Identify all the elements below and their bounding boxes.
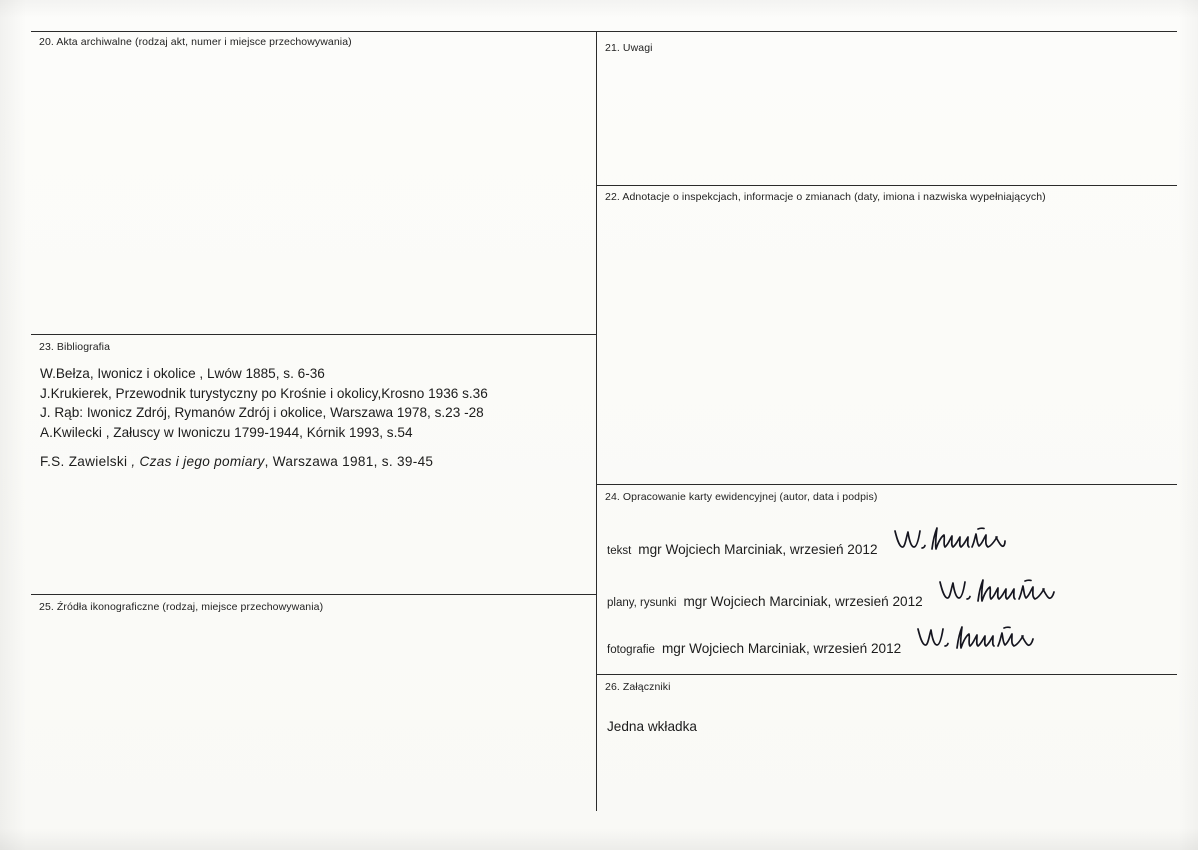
signature-kind-label: fotografie [607, 644, 655, 656]
field-24-label: 24. Opracowanie karty ewidencyjnej (autor, data i podpis) [605, 491, 878, 503]
scan-edge-shading-right [1178, 0, 1198, 850]
rule-top [31, 31, 1177, 32]
rule-center-vertical [596, 31, 597, 811]
field-21-label: 21. Uwagi [605, 42, 653, 54]
signature-kind-label: plany, rysunki [607, 597, 677, 609]
field-24-row-tekst[interactable] [607, 520, 1010, 559]
bibliography-author: F.S. Zawielski [40, 454, 132, 470]
bibliography-publication: , Warszawa 1981, s. 39-45 [264, 454, 434, 470]
signature-kind-label: tekst [607, 545, 632, 557]
bibliography-spacer [40, 442, 592, 452]
rule-above-field-26 [597, 674, 1177, 675]
field-22-label: 22. Adnotacje o inspekcjach, informacje o zmianach (daty, imiona i nazwiska wypełniających) [605, 191, 1046, 203]
scan-edge-shading-bottom [0, 828, 1198, 850]
field-26-label: 26. Załączniki [605, 681, 671, 693]
field-25-value[interactable] [41, 623, 586, 803]
rule-above-field-24 [597, 484, 1177, 485]
rule-above-field-23 [31, 334, 596, 335]
field-25-label: 25. Źródła ikonograficzne (rodzaj, miejsce przechowywania) [39, 601, 324, 613]
field-22-value[interactable] [607, 213, 1167, 473]
field-26-value[interactable]: Jedna wkładka [607, 719, 697, 734]
bibliography-line: A.Kwilecki , Załuscy w Iwoniczu 1799-1944, Kórnik 1993, s.54 [40, 424, 413, 440]
scan-edge-shading-left [0, 0, 26, 850]
bibliography-line: J.Krukierek, Przewodnik turystyczny po Krośnie i okolicy,Krosno 1936 s.36 [40, 385, 488, 401]
field-20-value[interactable] [41, 57, 586, 325]
scan-edge-shading-top [0, 0, 1198, 18]
signature-author-date: mgr Wojciech Marciniak, wrzesień 2012 [661, 641, 902, 656]
field-20-label: 20. Akta archiwalne (rodzaj akt, numer i miejsce przechowywania) [39, 36, 352, 48]
signature-author-date: mgr Wojciech Marciniak, wrzesień 2012 [638, 542, 878, 557]
bibliography-title-italic: , Czas i jego pomiary [131, 454, 265, 470]
handwritten-signature-icon [915, 622, 1041, 661]
field-24-row-plany-rysunki[interactable] [607, 572, 1061, 611]
evidence-card-form [31, 31, 1177, 819]
field-24-row-fotografie[interactable] [607, 619, 1041, 658]
bibliography-line-last [40, 452, 592, 472]
field-21-value[interactable] [607, 63, 1167, 175]
rule-above-field-22 [597, 185, 1177, 186]
rule-above-field-25 [31, 594, 596, 595]
bibliography-line: J. Rąb: Iwonicz Zdrój, Rymanów Zdrój i okolice, Warszawa 1978, s.23 -28 [40, 405, 484, 421]
bibliography-line: W.Bełza, Iwonicz i okolice , Lwów 1885, s. 6-36 [40, 366, 325, 381]
field-23-label: 23. Bibliografia [39, 341, 111, 353]
handwritten-signature-icon [892, 523, 1010, 562]
handwritten-signature-icon [937, 575, 1061, 614]
field-23-bibliography[interactable] [40, 364, 592, 472]
signature-author-date: mgr Wojciech Marciniak, wrzesień 2012 [683, 594, 923, 609]
